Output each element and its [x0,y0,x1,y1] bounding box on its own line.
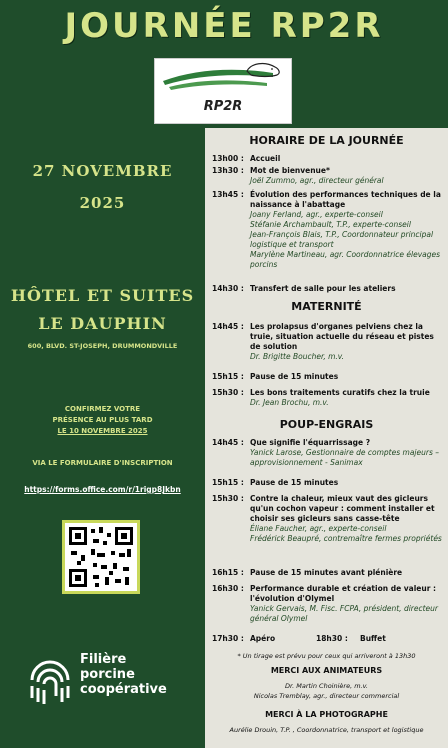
thanks-line1: Dr. Martin Choinière, m.v. [285,682,368,690]
logo-text: RP2R [203,99,243,114]
venue-address: 600, BLVD. ST-JOSEPH, DRUMMONDVILLE [27,342,178,350]
rp2r-logo [154,58,292,124]
maternite-heading: MATERNITÉ [291,300,362,313]
filiere-porcine-logo [26,652,206,712]
registration-via: VIA LE FORMULAIRE D'INSCRIPTION [32,459,173,467]
photo-heading: MERCI À LA PHOTOGRAPHE [265,710,388,719]
sponsor-name [80,652,167,697]
qr-code-icon [65,523,137,591]
photo-credit: Aurélie Drouin, T.P. , Coordonnatrice, transport et logistique [229,726,424,734]
sponsor-line1: Filière [80,652,127,667]
registration-link[interactable]: https://forms.office.com/r/1rigp8Jkbn [24,485,181,494]
event-date-year: 2025 [79,194,126,212]
sponsor-line2: porcine [80,667,135,682]
qr-code[interactable] [62,520,140,594]
confirm-line1: CONFIRMEZ VOTRE [64,405,141,413]
fingerprint-icon [26,652,74,708]
thanks-heading: MERCI AUX ANIMATEURS [270,666,383,675]
schedule-panel: HORAIRE DE LA JOURNÉE 13h00 : Accueil 13h30 : Mot de bienvenue* Joël Zummo, agr., directeur général 13h45 : Évolution des performances techniques de la naissance à l'abattage Joany Ferland, agr., experte-conseil Stéfanie Archambault, T.P., experte-conseil Jean-François Blais, T.P., Coordonnateur principal logistique et transport Marylène Martineau, agr. Coordonnatrice élevages porcins 14h30 : Transfert de salle pour les ateliers MATERNITÉ 14h45 : Les prolapsus d'organes pelviens chez la truie, situation actuelle du réseau et pistes de solution Dr. Brigitte Boucher, m.v. 15h15 : Pause de 15 minutes 15h30 : Les bons traitements curatifs chez la truie Dr. Jean Brochu, m.v. POUP-ENGRAIS 14h45 : Que signifie l'équarrissage ? Yanick Larose, Gestionnaire de comptes majeurs – approvisionnement - Sanimax 15h15 : Pause de 15 minutes 15h30 : Contre la chaleur, mieux vaut des gicleurs qu'un cochon vapeur : comment installer et choisir ses gicleurs sans casse-tête Éliane Faucher, agr., experte-conseil Frédérick Beaupré, contremaître fermes propriétés 16h15 : Pause de 15 minutes avant plénière 16h30 : Performance durable et création de valeur : l'évolution d'Olymel Yanick Gervais, M. Fisc. FCPA, président, directeur général Olymel 17h30 : Apéro 18h30 : Buffet * Un tirage est prévu pour ceux qui arriveront à 13h30 MERCI AUX ANIMATEURS Dr. Martin Choinière, m.v. Nicolas Tremblay, agr., directeur commercial MERCI À LA PHOTOGRAPHE Aurélie Drouin, T.P. , Coordonnatrice, transport et logistique [205,128,448,748]
confirm-line2: PRÉSENCE AU PLUS TARD [52,416,153,424]
confirm-deadline: LE 10 NOVEMBRE 2025 [57,427,148,435]
sponsor-line3: coopérative [80,682,167,697]
raffle-note: * Un tirage est prévu pour ceux qui arriveront à 13h30 [237,652,416,660]
venue-name-line1: HÔTEL ET SUITES [10,286,195,305]
thanks-line2: Nicolas Tremblay, agr., directeur commercial [253,692,400,700]
schedule-heading: HORAIRE DE LA JOURNÉE [249,134,404,147]
venue-name-line2: LE DAUPHIN [38,314,167,333]
event-date-day: 27 NOVEMBRE [32,162,173,180]
page-title: JOURNÉE RP2R [64,6,384,46]
poupengrais-heading: POUP-ENGRAIS [279,418,374,431]
pig-swoosh-icon [155,59,291,99]
